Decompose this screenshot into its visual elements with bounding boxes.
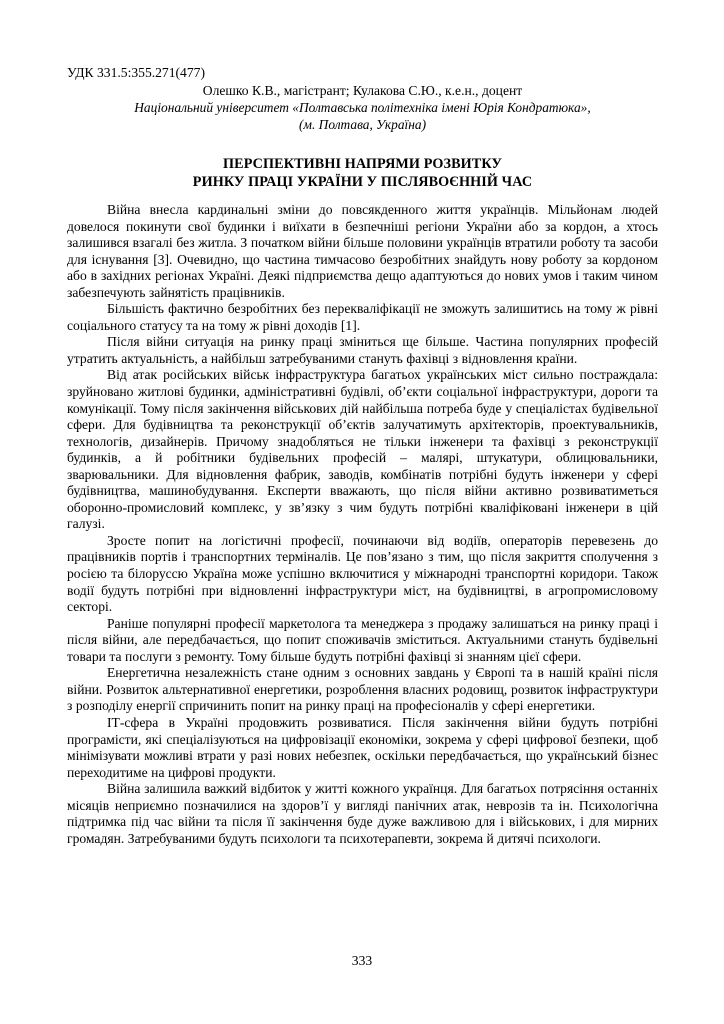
body-paragraph: Раніше популярні професії маркетолога та менеджера з продажу залишаться на ринку праці і після війни, але передбачається, що попит споживачів зміститься. Актуальними стануть будівельні товари та послуги з ремонту. Тому більше будуть потрібні фахівці зі знанням цієї сфери.: [67, 615, 658, 664]
body-paragraph: Від атак російських військ інфраструктура багатьох українських міст сильно постраждала: зруйновано житлові будинки, адміністративні будівлі, об’єкти соціальної інфраструктури, дороги та комунікації. Тому після закінчення військових дій найбільша потреба буде у спеціалістах будівельної сфери. Для будівництва та реконструкції об’єктів залучатимуть архітекторів, проектувальників, технологів, дизайнерів. Причому знадобляться не тільки інженери та фахівці з реконструкції будинків, а й робітники будівельних професій – малярі, штукатури, облицювальники, зварювальники. Для відновлення фабрик, заводів, комбінатів потрібні будуть інженери у сфері будівництва, машинобудування. Експерти вважають, що після війни активно розвиватиметься оборонно-промисловий комплекс, у зв’язку з чим будуть потрібні кваліфіковані інженери в цій галузі.: [67, 367, 658, 532]
page-content: [67, 64, 658, 847]
udk-code: УДК 331.5:355.271(477): [67, 65, 205, 80]
body-paragraph: Енергетична незалежність стане одним з основних завдань у Європі та в нашій країні після війни. Розвиток альтернативної енергетики, розроблення власних родовищ, розвиток інфраструктури з розподілу енергії спричинить попит на ринку праці на професіоналів у сфері енергетики.: [67, 665, 658, 714]
page-number: 333: [351, 953, 373, 968]
article-title: [67, 155, 658, 191]
affiliation-city: (м. Полтава, Україна): [298, 117, 427, 132]
article-title-line-2: РИНКУ ПРАЦІ УКРАЇНИ У ПІСЛЯВОЄННІЙ ЧАС: [192, 174, 533, 190]
article-body: [67, 202, 658, 847]
body-paragraph: ІТ-сфера в Україні продовжить розвиватися. Після закінчення війни будуть потрібні програмісти, які спеціалізуються на цифровізації економіки, зокрема у сфері цифрової безпеки, щоб мінімізувати можливі втрати у разі нових небезпек, оскільки передбачається, що український бізнес переходитиме на цифрові продукти.: [67, 714, 658, 780]
body-paragraph: Після війни ситуація на ринку праці зміниться ще більше. Частина популярних професій утратить актуальність, а найбільш затребуваними стануть фахівці з відновлення країни.: [67, 334, 658, 366]
body-paragraph: Зросте попит на логістичні професії, починаючи від водіїв, операторів перевезень до працівників портів і транспортних терміналів. Це пов’язано з тим, що після закриття сполучення з росією та білоруссю Україна може успішно включитися у міжнародні транспортні коридори. Також водії будуть потрібні при відновленні інфраструктури міст, на будівництві, в агропромисловому секторі.: [67, 532, 658, 615]
affiliation-institution: Національний університет «Полтавська політехніка імені Юрія Кондратюка»,: [134, 100, 591, 115]
article-title-line-1: ПЕРСПЕКТИВНІ НАПРЯМИ РОЗВИТКУ: [223, 156, 502, 172]
body-paragraph: Війна залишила важкий відбиток у житті кожного українця. Для багатьох потрясіння останніх місяців неприємно позначилися на здоров’ї у вигляді панічних атак, неврозів та ін. Психологічна підтримка під час війни та після її закінчення буде дуже важливою для і військових, і для мирних громадян. Затребуваними будуть психологи та психотерапевти, зокрема й дитячі психологи.: [67, 781, 658, 846]
body-paragraph: Війна внесла кардинальні зміни до повсякденного життя українців. Мільйонам людей довелося покинути свої будинки і виїхати в безпечніші регіони України або за кордон, а хтось залишився взагалі без житла. З початком війни більше половини українців втратили роботу та засоби для існування [3]. Очевидно, що частина тимчасово безробітних знайдуть нову роботу за кордоном або в західних регіонах Україні. Деякі підприємства дещо адаптуються до нових умов і таким чином забезпечують зайнятість працівників.: [67, 202, 658, 300]
author-byline: Олешко К.В., магістрант; Кулакова С.Ю., к.е.н., доцент: [202, 83, 523, 98]
body-paragraph: Більшість фактично безробітних без перекваліфікації не зможуть залишитись на тому ж рівні соціального статусу та на тому ж рівні доходів [1].: [67, 301, 658, 333]
